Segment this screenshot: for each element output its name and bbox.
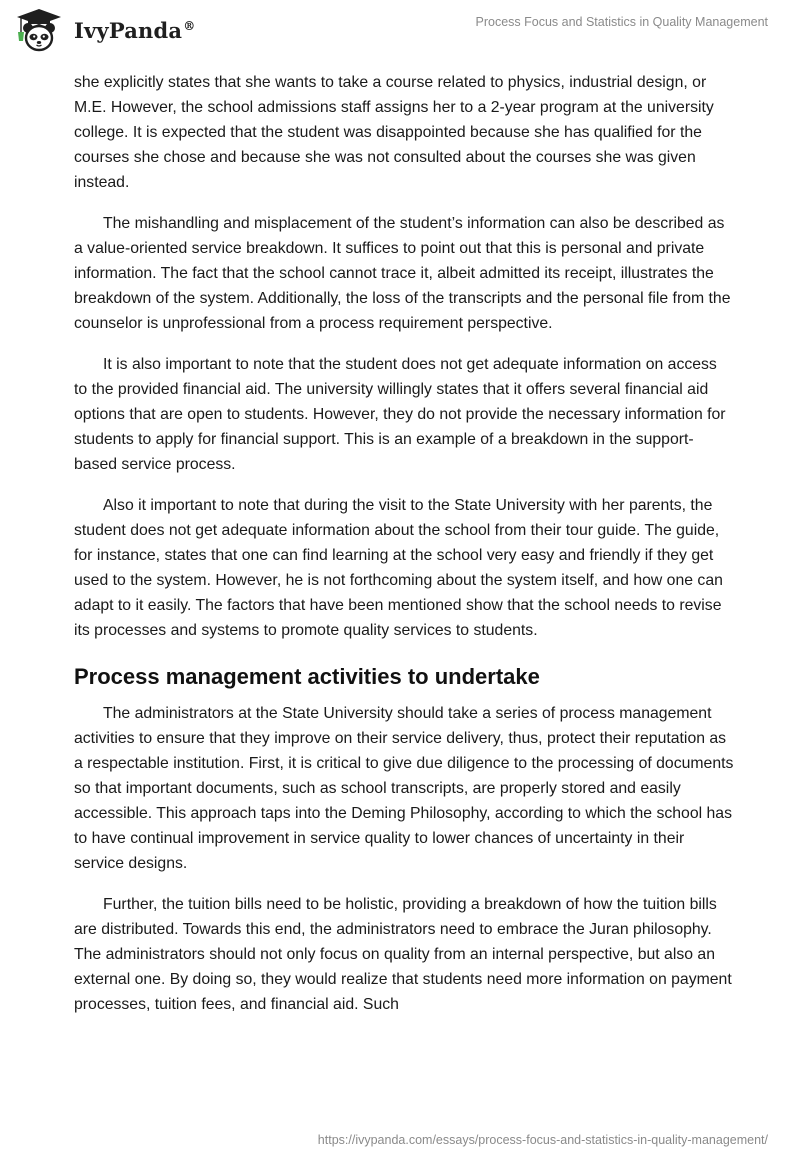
paragraph: The administrators at the State University should take a series of process management activities to ensure that they improve on their service delivery, thus, protect their reputation as a respectable institution. First, it is critical to give due diligence to the processing of documents so that important documents, such as school transcripts, are properly stored and easily accessible. This approach taps into the Deming Philosophy, according to which the school has to have continual improvement in service quality to lower chances of uncertainty in their service designs.: [74, 705, 734, 872]
ivypanda-logo[interactable]: [14, 8, 195, 52]
brand-name: [74, 18, 195, 43]
document-title: Process Focus and Statistics in Quality Management: [475, 15, 768, 29]
section-heading: Process management activities to undertake: [74, 664, 540, 689]
panda-graduation-cap-logo-icon: [14, 8, 64, 52]
brand-name-text: IvyPanda: [74, 17, 183, 43]
registered-mark: ®: [183, 18, 196, 33]
page-header: [0, 0, 800, 64]
paragraph: The mishandling and misplacement of the student’s information can also be described as a value-oriented service breakdown. It suffices to point out that this is personal and private information. The fact that the school cannot trace it, albeit admitted its receipt, illustrates the breakdown of the system. Additionally, the loss of the transcripts and the personal file from the counselor is unprofessional from a process requirement perspective.: [74, 215, 731, 332]
source-url[interactable]: https://ivypanda.com/essays/process-focus-and-statistics-in-quality-management/: [317, 1133, 768, 1147]
paragraph: she explicitly states that she wants to take a course related to physics, industrial design, or M.E. However, the school admissions staff assigns her to a 2-year program at the university college. It is expected that the student was disappointed because she has qualified for the courses she chose and because she was not consulted about the courses she was given instead.: [74, 74, 714, 191]
paragraph: Also it important to note that during the visit to the State University with her parents, the student does not get adequate information about the school from their tour guide. The guide, for instance, states that one can find learning at the school very easy and friendly if they get used to the system. However, he is not forthcoming about the system itself, and how one can adapt to it easily. The factors that have been mentioned show that the school needs to revise its processes and systems to promote quality services to students.: [74, 497, 723, 639]
paragraph: It is also important to note that the student does not get adequate information on access to the provided financial aid. The university willingly states that it offers several financial aid options that are open to students. However, they do not provide the necessary information for students to apply for financial support. This is an example of a breakdown in the support-based service process.: [74, 356, 726, 473]
essay-content: [74, 70, 734, 1033]
paragraph: Further, the tuition bills need to be holistic, providing a breakdown of how the tuition bills are distributed. Towards this end, the administrators need to embrace the Juran philosophy. The administrators should not only focus on quality from an internal perspective, but also an external one. By doing so, they would realize that students need more information on payment processes, tuition fees, and financial aid. Such: [74, 896, 732, 1013]
